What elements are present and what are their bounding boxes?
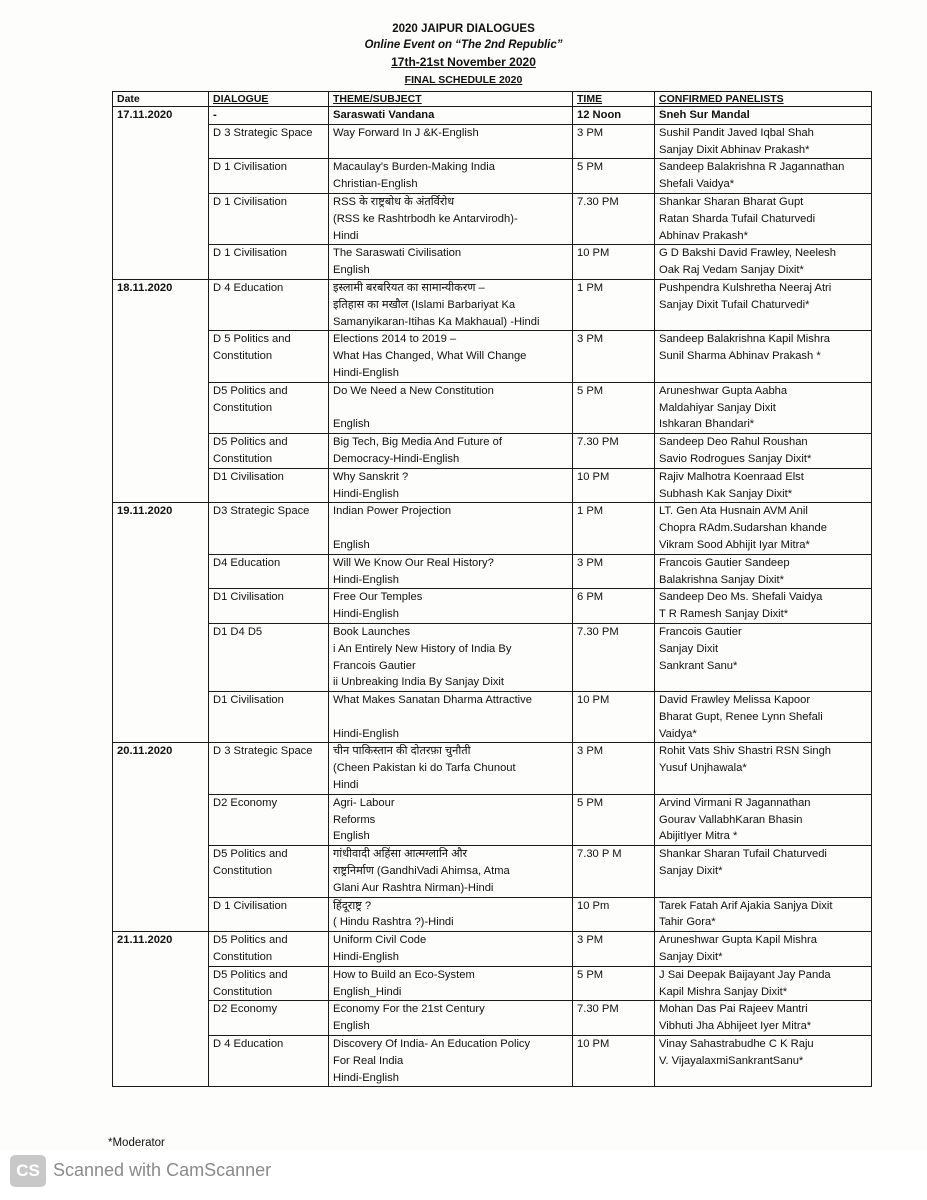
cell-panelists-line: Mohan Das Pai Rajeev Mantri (659, 1003, 808, 1016)
cell-theme (329, 245, 573, 280)
cell-theme-line: Reforms (333, 813, 376, 826)
cell-theme-line: Will We Know Our Real History? (333, 556, 494, 569)
cell-panelists (655, 966, 872, 1001)
cell-dialogue (209, 193, 329, 244)
cell-theme-line: Uniform Civil Code (333, 934, 427, 947)
cell-date (113, 245, 209, 280)
cell-panelists (655, 159, 872, 194)
cell-time: 5 PM (573, 966, 655, 1001)
event-title: 2020 JAIPUR DIALOGUES (392, 23, 535, 35)
cell-panelists-line: Ishkaran Bhandari* (659, 418, 755, 431)
cell-panelists (655, 743, 872, 794)
cell-theme (329, 794, 573, 845)
table-row (113, 1036, 872, 1087)
cell-theme-line: (RSS ke Rashtrbodh ke Antarvirodh)- (333, 212, 518, 225)
cell-theme (329, 468, 573, 503)
cell-theme-line: Hindi (333, 229, 359, 242)
schedule-body (113, 107, 872, 1087)
schedule-table (112, 91, 872, 1087)
cell-date (113, 794, 209, 845)
cell-theme-line: The Saraswati Civilisation (333, 247, 462, 260)
cell-panelists-line: Sandeep Balakrishna R Jagannathan (659, 161, 845, 174)
cell-dialogue-line: D4 Education (213, 556, 281, 569)
table-row (113, 503, 872, 554)
cell-dialogue-line: D5 Politics and (213, 384, 288, 397)
cell-panelists-line: J Sai Deepak Baijayant Jay Panda (659, 968, 831, 981)
cell-panelists (655, 503, 872, 554)
cell-dialogue (209, 554, 329, 589)
cell-time: 5 PM (573, 382, 655, 433)
cell-theme-line (333, 400, 569, 417)
cell-panelists-line: Yusuf Unjhawala* (659, 762, 747, 775)
cell-panelists (655, 554, 872, 589)
column-header-time: TIME (573, 92, 655, 107)
cell-time: 10 PM (573, 245, 655, 280)
cell-dialogue-line: Constitution (213, 951, 273, 964)
cell-panelists-line: Balakrishna Sanjay Dixit* (659, 573, 784, 586)
cell-date (113, 331, 209, 382)
cell-date (113, 623, 209, 691)
cell-theme (329, 124, 573, 159)
cell-theme (329, 554, 573, 589)
cell-date (113, 966, 209, 1001)
cell-dialogue-line: D2 Economy (213, 1003, 278, 1016)
cell-theme-line: हिंदूराष्ट्र ? (333, 899, 372, 912)
cell-time: 5 PM (573, 794, 655, 845)
cell-dialogue (209, 124, 329, 159)
cell-dialogue-line: D 1 Civilisation (213, 161, 287, 174)
cell-dialogue-line: Constitution (213, 350, 273, 363)
cell-time: 7.30 PM (573, 434, 655, 469)
cell-dialogue-line: D1 Civilisation (213, 591, 284, 604)
cell-dialogue-line: D 1 Civilisation (213, 195, 287, 208)
cell-theme-line: इस्लामी बरबरियत का सामान्यीकरण – (333, 281, 485, 294)
cell-panelists-line: Sanjay Dixit (659, 642, 719, 655)
table-row (113, 245, 872, 280)
table-row (113, 159, 872, 194)
cell-panelists (655, 434, 872, 469)
table-row (113, 743, 872, 794)
cell-theme-line: Way Forward In J &K-English (333, 126, 479, 139)
cell-panelists-line: Shefali Vaidya* (659, 178, 735, 191)
table-row (113, 1001, 872, 1036)
cell-dialogue (209, 589, 329, 624)
cell-theme-line (333, 709, 569, 726)
cell-theme-line: Indian Power Projection (333, 505, 452, 518)
cell-panelists-line: Vaidya* (659, 727, 697, 740)
column-header-panelists: CONFIRMED PANELISTS (655, 92, 872, 107)
cell-date (113, 124, 209, 159)
cell-panelists-line: Tahir Gora* (659, 916, 716, 929)
cell-panelists (655, 279, 872, 330)
cell-panelists-line: Sanjay Dixit* (659, 865, 723, 878)
cell-panelists-line: Vikram Sood Abhijit Iyar Mitra* (659, 538, 810, 551)
table-row (113, 279, 872, 330)
cell-panelists-line: Chopra RAdm.Sudarshan khande (659, 522, 827, 535)
camscanner-logo: CS (10, 1155, 46, 1187)
cell-date (113, 159, 209, 194)
cell-date (113, 434, 209, 469)
cell-theme-line: Big Tech, Big Media And Future of (333, 436, 502, 449)
cell-theme (329, 434, 573, 469)
cell-dialogue-line: D 1 Civilisation (213, 899, 287, 912)
cell-panelists-line: Kapil Mishra Sanjay Dixit* (659, 985, 788, 998)
cell-dialogue-line: D5 Politics and (213, 436, 288, 449)
cell-theme (329, 331, 573, 382)
cell-theme-line: ii Unbreaking India By Sanjay Dixit (333, 676, 505, 689)
table-row (113, 434, 872, 469)
cell-theme-line: For Real India (333, 1054, 404, 1067)
cell-dialogue-line: D1 Civilisation (213, 470, 284, 483)
cell-time: 7.30 P M (573, 846, 655, 897)
cell-dialogue-line: D 3 Strategic Space (213, 745, 313, 758)
table-header-row (113, 92, 872, 107)
cell-theme (329, 932, 573, 967)
cell-panelists-line: Sneh Sur Mandal (659, 109, 750, 121)
cell-time: 1 PM (573, 279, 655, 330)
cell-theme-line: (Cheen Pakistan ki do Tarfa Chunout (333, 762, 516, 775)
cell-panelists-line: Shankar Sharan Tufail Chaturvedi (659, 848, 827, 861)
cell-date (113, 382, 209, 433)
cell-time: 3 PM (573, 554, 655, 589)
cell-theme-line: What Has Changed, What Will Change (333, 350, 527, 363)
cell-panelists (655, 1001, 872, 1036)
cell-dialogue (209, 1036, 329, 1087)
cell-panelists (655, 124, 872, 159)
cell-time: 6 PM (573, 589, 655, 624)
cell-dialogue-line: D1 D4 D5 (213, 625, 263, 638)
cell-dialogue-line: D5 Politics and (213, 968, 288, 981)
cell-time: 7.30 PM (573, 1001, 655, 1036)
cell-dialogue (209, 743, 329, 794)
cell-theme-line: English_Hindi (333, 985, 402, 998)
cell-panelists-line: Vinay Sahastrabudhe C K Raju (659, 1038, 814, 1051)
cell-theme (329, 966, 573, 1001)
cell-theme-line: Hindi-English (333, 366, 399, 379)
cell-theme (329, 503, 573, 554)
cell-dialogue (209, 245, 329, 280)
cell-theme-line: English (333, 830, 370, 843)
cell-panelists-line: Rajiv Malhotra Koenraad Elst (659, 470, 804, 483)
table-row (113, 193, 872, 244)
cell-panelists-line: David Frawley Melissa Kapoor (659, 694, 811, 707)
cell-theme-line: English (333, 538, 370, 551)
cell-theme-line: Hindi-English (333, 573, 399, 586)
cell-panelists-line: Maldahiyar Sanjay Dixit (659, 401, 776, 414)
cell-panelists (655, 193, 872, 244)
table-row (113, 468, 872, 503)
cell-panelists-line: T R Ramesh Sanjay Dixit* (659, 608, 789, 621)
cell-dialogue (209, 434, 329, 469)
column-header-date: Date (113, 92, 209, 107)
cell-dialogue (209, 159, 329, 194)
cell-theme-line: English (333, 1020, 370, 1033)
table-row (113, 589, 872, 624)
cell-panelists-line: Sankrant Sanu* (659, 659, 738, 672)
cell-theme-line: Hindi-English (333, 1071, 399, 1084)
cell-date (113, 1001, 209, 1036)
cell-panelists (655, 897, 872, 932)
cell-theme-line: Agri- Labour (333, 796, 395, 809)
table-row (113, 554, 872, 589)
cell-time: 10 PM (573, 692, 655, 743)
cell-dialogue-line: D5 Politics and (213, 848, 288, 861)
cell-theme (329, 623, 573, 691)
cell-theme (329, 692, 573, 743)
cell-time: 12 Noon (573, 107, 655, 125)
cell-dialogue-line: Constitution (213, 865, 273, 878)
cell-panelists-line: Tarek Fatah Arif Ajakia Sanjya Dixit (659, 899, 833, 912)
cell-dialogue (209, 107, 329, 125)
cell-theme (329, 743, 573, 794)
cell-date (113, 193, 209, 244)
cell-theme-line: Hindi (333, 779, 359, 792)
cell-dialogue (209, 966, 329, 1001)
cell-theme (329, 897, 573, 932)
cell-panelists-line: LT. Gen Ata Husnain AVM Anil (659, 505, 808, 518)
cell-dialogue-line: D3 Strategic Space (213, 505, 310, 518)
cell-theme-line: Macaulay's Burden-Making India (333, 161, 495, 174)
cell-panelists (655, 1036, 872, 1087)
cell-theme-line: Why Sanskrit ? (333, 470, 409, 483)
cell-date (113, 589, 209, 624)
table-row (113, 932, 872, 967)
cell-panelists-line: Sandeep Balakrishna Kapil Mishra (659, 333, 831, 346)
cell-dialogue-line: D5 Politics and (213, 934, 288, 947)
cell-theme (329, 107, 573, 125)
cell-date (113, 554, 209, 589)
cell-panelists-line: Shankar Sharan Bharat Gupt (659, 195, 804, 208)
cell-dialogue-line: D 5 Politics and (213, 333, 291, 346)
cell-dialogue-line: Constitution (213, 985, 273, 998)
cell-panelists-line: Savio Rodrogues Sanjay Dixit* (659, 452, 812, 465)
cell-theme (329, 1001, 573, 1036)
cell-dialogue (209, 468, 329, 503)
cell-panelists-line: AbijitIyer Mitra * (659, 830, 738, 843)
cell-dialogue (209, 692, 329, 743)
cell-panelists-line: Oak Raj Vedam Sanjay Dixit* (659, 264, 804, 277)
cell-theme (329, 279, 573, 330)
cell-dialogue (209, 794, 329, 845)
cell-date: 19.11.2020 (113, 503, 209, 554)
cell-theme-line: गांधीवादी अहिंसा आत्मग्लानि और (333, 848, 468, 861)
cell-theme-line: What Makes Sanatan Dharma Attractive (333, 694, 532, 707)
cell-theme-line: i An Entirely New History of India By (333, 642, 512, 655)
cell-theme-line: Book Launches (333, 625, 411, 638)
cell-panelists-line: Rohit Vats Shiv Shastri RSN Singh (659, 745, 832, 758)
table-row (113, 897, 872, 932)
cell-panelists (655, 468, 872, 503)
cell-date: 18.11.2020 (113, 279, 209, 330)
table-row (113, 107, 872, 125)
cell-panelists (655, 589, 872, 624)
cell-theme-line: Christian-English (333, 178, 418, 191)
cell-theme-line: Do We Need a New Constitution (333, 384, 494, 397)
cell-panelists (655, 794, 872, 845)
event-dates: 17th-21st November 2020 (391, 55, 536, 69)
cell-panelists (655, 846, 872, 897)
column-header-theme: THEME/SUBJECT (329, 92, 573, 107)
cell-panelists-line: Sandeep Deo Ms. Shefali Vaidya (659, 591, 823, 604)
cell-theme-line: Democracy-Hindi-English (333, 452, 460, 465)
cell-theme-line: English (333, 418, 370, 431)
cell-theme-line: Glani Aur Rashtra Nirman)-Hindi (333, 881, 494, 894)
cell-panelists-line: Sanjay Dixit* (659, 951, 723, 964)
cell-panelists (655, 692, 872, 743)
cell-panelists-line: Arvind Virmani R Jagannathan (659, 796, 811, 809)
cell-panelists-line: G D Bakshi David Frawley, Neelesh (659, 247, 836, 260)
cell-panelists-line: Sushil Pandit Javed Iqbal Shah (659, 126, 814, 139)
cell-panelists (655, 107, 872, 125)
cell-theme-line: Hindi-English (333, 608, 399, 621)
cell-panelists-line: Bharat Gupt, Renee Lynn Shefali (659, 710, 823, 723)
cell-date (113, 468, 209, 503)
cell-time: 10 Pm (573, 897, 655, 932)
cell-panelists (655, 331, 872, 382)
cell-theme-line: Elections 2014 to 2019 – (333, 333, 457, 346)
cell-dialogue (209, 331, 329, 382)
table-row (113, 794, 872, 845)
cell-time: 5 PM (573, 159, 655, 194)
cell-panelists-line: Sanjay Dixit Abhinav Prakash* (659, 143, 810, 156)
cell-dialogue-line: Constitution (213, 452, 273, 465)
table-row (113, 966, 872, 1001)
cell-dialogue (209, 897, 329, 932)
cell-theme-line: Hindi-English (333, 727, 399, 740)
cell-theme-line: Francois Gautier (333, 659, 416, 672)
cell-panelists-line: Francois Gautier Sandeep (659, 556, 790, 569)
cell-time: 7.30 PM (573, 623, 655, 691)
cell-panelists-line: Gourav VallabhKaran Bhasin (659, 813, 803, 826)
cell-panelists-line: Aruneshwar Gupta Kapil Mishra (659, 934, 817, 947)
cell-date (113, 897, 209, 932)
cell-panelists-line: Aruneshwar Gupta Aabha (659, 384, 788, 397)
cell-date (113, 1036, 209, 1087)
cell-theme-line: Samanyikaran-Itihas Ka Makhaual) -Hindi (333, 315, 540, 328)
cell-theme-line: Saraswati Vandana (333, 109, 435, 121)
cell-theme (329, 1036, 573, 1087)
cell-panelists-line: Abhinav Prakash* (659, 229, 748, 242)
cell-panelists (655, 245, 872, 280)
cell-date (113, 692, 209, 743)
table-row (113, 692, 872, 743)
table-row (113, 846, 872, 897)
cell-theme-line: Hindi-English (333, 487, 399, 500)
cell-theme-line: How to Build an Eco-System (333, 968, 475, 981)
cell-theme-line: राष्ट्रनिर्माण (GandhiVadi Ahimsa, Atma (333, 865, 510, 878)
cell-dialogue (209, 623, 329, 691)
cell-time: 1 PM (573, 503, 655, 554)
cell-dialogue (209, 503, 329, 554)
cell-dialogue-line: D 1 Civilisation (213, 247, 287, 260)
cell-panelists (655, 623, 872, 691)
cell-theme (329, 159, 573, 194)
schedule-title: FINAL SCHEDULE 2020 (404, 74, 523, 86)
cell-dialogue-line: D 4 Education (213, 1038, 284, 1051)
cell-theme-line: English (333, 264, 370, 277)
camscanner-text: Scanned with CamScanner (53, 1160, 272, 1180)
table-row (113, 331, 872, 382)
cell-theme (329, 846, 573, 897)
cell-panelists-line: Vibhuti Jha Abhijeet Iyer Mitra* (659, 1020, 812, 1033)
cell-dialogue-line: D 4 Education (213, 281, 284, 294)
cell-time: 10 PM (573, 468, 655, 503)
cell-panelists-line: Subhash Kak Sanjay Dixit* (659, 487, 793, 500)
cell-panelists-line: Sandeep Deo Rahul Roushan (659, 436, 808, 449)
table-row (113, 382, 872, 433)
cell-theme-line: इतिहास का मखौल (Islami Barbariyat Ka (333, 298, 516, 311)
cell-date: 21.11.2020 (113, 932, 209, 967)
cell-theme-line: ( Hindu Rashtra ?)-Hindi (333, 916, 454, 929)
column-header-dialogue: DIALOGUE (209, 92, 329, 107)
cell-panelists (655, 932, 872, 967)
cell-theme-line: Discovery Of India- An Education Policy (333, 1038, 531, 1051)
cell-dialogue (209, 846, 329, 897)
cell-date (113, 846, 209, 897)
moderator-footnote: *Moderator (108, 1137, 165, 1149)
cell-panelists (655, 382, 872, 433)
table-row (113, 124, 872, 159)
cell-dialogue-line: D1 Civilisation (213, 694, 284, 707)
cell-theme (329, 193, 573, 244)
cell-time: 7.30 PM (573, 193, 655, 244)
cell-theme-line (333, 520, 569, 537)
cell-dialogue (209, 382, 329, 433)
cell-date: 20.11.2020 (113, 743, 209, 794)
cell-dialogue-line: - (213, 109, 217, 121)
event-subtitle: Online Event on “The 2nd Republic” (364, 39, 563, 51)
cell-date: 17.11.2020 (113, 107, 209, 125)
cell-theme-line: Free Our Temples (333, 591, 423, 604)
cell-panelists-line: Francois Gautier (659, 625, 742, 638)
cell-panelists-line: Ratan Sharda Tufail Chaturvedi (659, 212, 816, 225)
cell-dialogue (209, 932, 329, 967)
cell-panelists-line: Sanjay Dixit Tufail Chaturvedi* (659, 298, 810, 311)
cell-dialogue-line: D2 Economy (213, 796, 278, 809)
cell-theme-line: RSS के राष्ट्रबोध के अंतर्विरोध (333, 195, 455, 208)
table-row (113, 623, 872, 691)
cell-theme-line: Economy For the 21st Century (333, 1003, 485, 1016)
cell-time: 10 PM (573, 1036, 655, 1087)
cell-time: 3 PM (573, 932, 655, 967)
cell-dialogue (209, 1001, 329, 1036)
cell-theme (329, 382, 573, 433)
cell-dialogue (209, 279, 329, 330)
cell-theme (329, 589, 573, 624)
cell-theme-line: चीन पाकिस्तान की दोतरफ़ा चुनौती (333, 745, 471, 758)
cell-time: 3 PM (573, 743, 655, 794)
cell-theme-line: Hindi-English (333, 951, 399, 964)
cell-time: 3 PM (573, 331, 655, 382)
cell-panelists-line: Pushpendra Kulshretha Neeraj Atri (659, 281, 832, 294)
cell-dialogue-line: Constitution (213, 401, 273, 414)
cell-dialogue-line: D 3 Strategic Space (213, 126, 313, 139)
cell-time: 3 PM (573, 124, 655, 159)
cell-panelists-line: Sunil Sharma Abhinav Prakash * (659, 350, 821, 363)
cell-panelists-line: V. VijayalaxmiSankrantSanu* (659, 1054, 804, 1067)
scanner-watermark (0, 1150, 927, 1200)
